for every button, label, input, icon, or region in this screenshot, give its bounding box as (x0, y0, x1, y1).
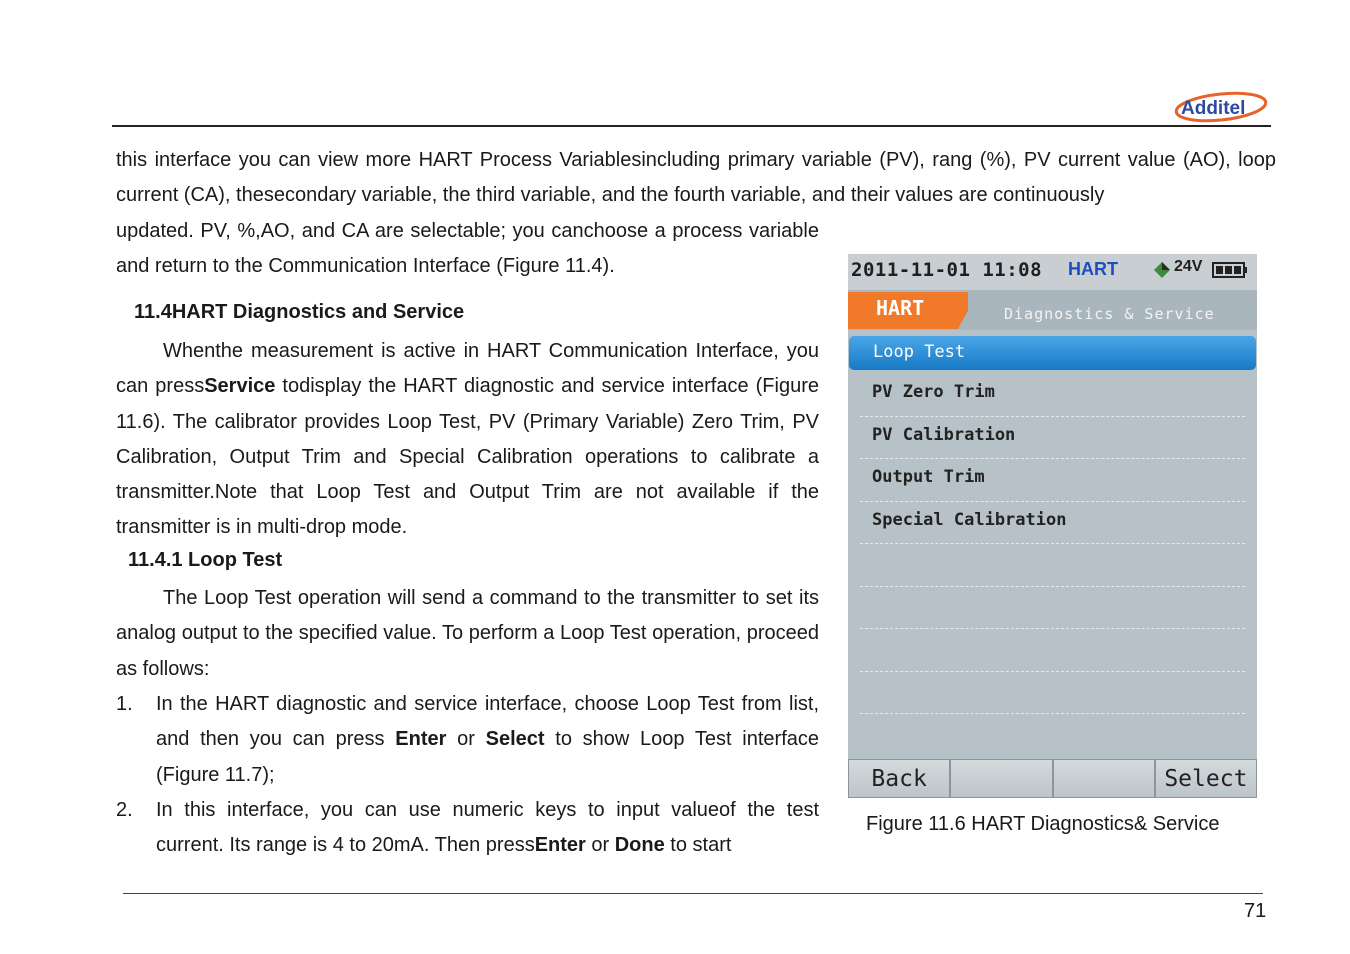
menu-label: PV Zero Trim (872, 382, 995, 402)
back-softkey[interactable]: Back (848, 759, 950, 798)
list-item (116, 793, 819, 864)
enter-key-label: Enter (534, 834, 586, 857)
section-text-b: todisplay the HART diagnostic and service interface (Figure 11.6). The calibrator provides Loop Test, PV (Primary Variable) Zero Trim, PV Calibration, Output Trim and Special Calibration operations to calibrate a transmitter.Note that Loop Test and Output Trim are not available if the transmitter is in multi-drop mode. (116, 375, 819, 539)
page-number: 71 (1244, 900, 1267, 922)
divider (860, 713, 1245, 714)
tab-title: Diagnostics & Service (1004, 305, 1215, 323)
device-screen (848, 254, 1257, 798)
menu-label: Output Trim (872, 467, 985, 487)
menu-item-output-trim[interactable] (848, 459, 1257, 502)
menu-empty-row (848, 672, 1257, 715)
service-key-label: Service (204, 375, 276, 398)
footer-rule (123, 893, 1263, 894)
select-key-label: Select (485, 728, 545, 751)
procedure-list (116, 687, 819, 863)
list-item (116, 687, 819, 793)
service-menu (848, 336, 1257, 714)
voltage-indicator: 24V (1174, 258, 1203, 275)
select-softkey[interactable]: Select (1155, 759, 1257, 798)
done-key-label: Done (614, 834, 665, 857)
loop-test-paragraph: The Loop Test operation will send a command to the transmitter to set its analog output to the specified value. To perform a Loop Test operation, proceed as follows: (116, 587, 819, 680)
list-text: In the HART diagnostic and service interface, choose Loop Test from list, and then you can press (156, 693, 819, 751)
menu-item-loop-test[interactable] (849, 336, 1256, 370)
softkey-3[interactable] (1053, 759, 1155, 798)
mode-indicator: HART (1068, 259, 1118, 279)
additel-logo (1173, 88, 1269, 126)
menu-item-pv-calibration[interactable] (848, 417, 1257, 460)
softkey-2[interactable] (950, 759, 1052, 798)
status-bar (848, 254, 1257, 290)
list-number: 1. (116, 693, 133, 715)
list-number: 2. (116, 798, 133, 821)
menu-label: Special Calibration (872, 509, 1067, 530)
menu-empty-row (848, 629, 1257, 672)
menu-item-pv-zero-trim[interactable] (848, 374, 1257, 417)
menu-label: Loop Test (873, 342, 966, 362)
list-text: to start (664, 834, 732, 857)
loop-power-icon (1153, 261, 1171, 279)
list-text: or (585, 834, 615, 857)
datetime: 2011-11-01 11:08 (851, 259, 1043, 281)
subsection-heading: 11.4.1 Loop Test (128, 549, 283, 571)
intro-full-text: this interface you can view more HART Process Variablesincluding primary variable (PV), rang (%), PV current value (AO), loop current (CA), thesecondary variable, the third variable, and the fourth variable, and their values are continuously (116, 149, 1276, 207)
tab-hart[interactable]: HART (876, 296, 925, 320)
intro-paragraph (116, 143, 1276, 214)
list-text: to show Loop Test interface (Figure 11.7); (156, 728, 819, 786)
menu-item-special-calibration[interactable] (848, 502, 1257, 545)
softkey-bar (848, 759, 1257, 798)
header-rule (112, 125, 1271, 127)
logo-text: Additel (1181, 98, 1246, 119)
intro-continuation: updated. PV, %,AO, and CA are selectable; you canchoose a process variable and return to the Communication Interface (Figure 11.4). (116, 220, 819, 278)
menu-empty-row (848, 544, 1257, 587)
figure-caption: Figure 11.6 HART Diagnostics& Service (866, 813, 1220, 835)
list-text: In this interface, you can use numeric keys to input valueof the test current. Its range is 4 to 20mA. Then press (156, 798, 819, 857)
battery-icon (1212, 262, 1248, 278)
section-heading: 11.4HART Diagnostics and Service (134, 301, 465, 323)
menu-label: PV Calibration (872, 424, 1016, 445)
enter-key-label: Enter (395, 728, 447, 751)
menu-empty-row (848, 587, 1257, 630)
section-text-a: Whenthe measurement is active in HART Communication Interface, you can press (116, 340, 819, 398)
list-text: or (446, 728, 486, 751)
section-paragraph (116, 334, 819, 546)
